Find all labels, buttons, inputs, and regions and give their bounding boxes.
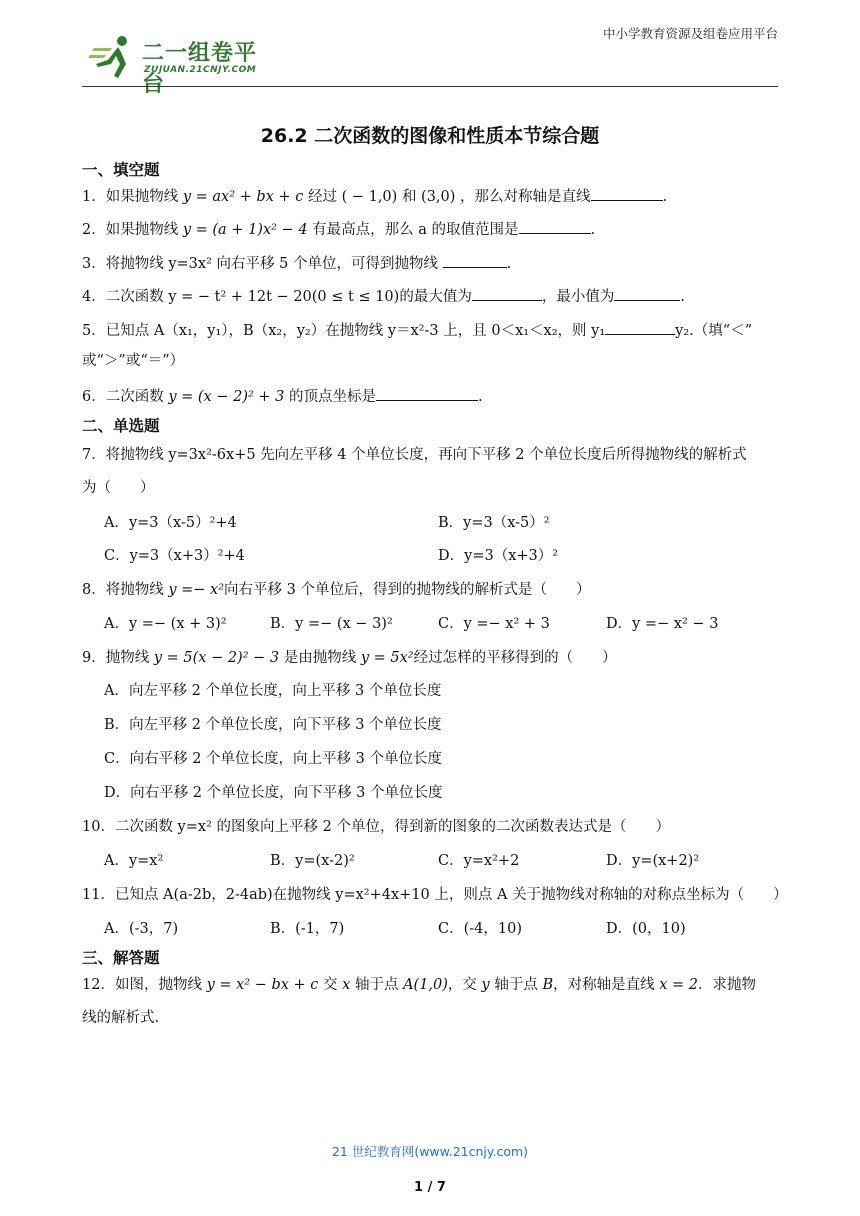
math-point: ( − 1,0) [341, 189, 398, 205]
question-3: 3．将抛物线 y=3x² 向右平移 5 个单位，可得到抛物线 . [82, 253, 778, 274]
question-number: 11． [82, 887, 115, 903]
question-7-continued: 为（ ） [82, 480, 155, 496]
footer-link[interactable]: 21 世纪教育网(www.21cnjy.com) [331, 1144, 529, 1159]
question-number: 1． [82, 189, 106, 205]
logo-text: 二一组卷平台 [142, 41, 258, 97]
q7-option-a[interactable]: A．y=3（x-5）²+4 [104, 515, 237, 531]
answer-blank[interactable] [472, 286, 542, 301]
math-expression: y = 5(x − 2)² − 3 [153, 650, 280, 666]
question-number: 6． [82, 389, 106, 405]
question-number: 7． [82, 447, 106, 463]
logo [88, 34, 278, 97]
q7-option-c[interactable]: C．y=3（x+3）²+4 [104, 548, 245, 564]
math-expression: y =− x² [168, 582, 225, 598]
math-expression: y = x² − bx + c [206, 977, 319, 993]
question-number: 5． [82, 323, 106, 339]
q10-option-c[interactable]: C．y=x²+2 [438, 853, 520, 869]
runner-logo-icon [88, 34, 140, 80]
math-expression: y = 5x² [360, 650, 414, 666]
question-12-continued: 线的解析式. [82, 1010, 160, 1026]
question-6: 6．二次函数 y = (x − 2)² + 3 的顶点坐标是 . [82, 386, 778, 407]
q7-option-b[interactable]: B．y=3（x-5）² [438, 515, 550, 531]
question-number: 4． [82, 289, 106, 305]
question-4: 4．二次函数 y = − t² + 12t − 20(0 ≤ t ≤ 10)的最大值为 ，最小值为 . [82, 286, 778, 307]
answer-blank[interactable] [376, 386, 478, 401]
section-heading-fill-blank: 一、填空题 [82, 161, 160, 179]
answer-blank[interactable] [591, 186, 663, 201]
header-platform: 中小学教育资源及组卷应用平台 [602, 26, 778, 41]
question-number: 2． [82, 222, 106, 238]
question-number: 10． [82, 819, 115, 835]
logo-subtext: ZUJUAN.21CNJY.COM [144, 65, 257, 75]
question-9: 9．抛物线 y = 5(x − 2)² − 3 是由抛物线 y = 5x²经过怎样的平移得到的（ ） [82, 650, 617, 666]
answer-blank[interactable] [443, 253, 507, 268]
q11-option-c[interactable]: C．(-4，10) [438, 921, 522, 937]
q8-option-a[interactable]: A．y =− (x + 3)² [104, 616, 227, 632]
math-expression: y = ax² + bx + c [182, 189, 304, 205]
q9-option-a[interactable]: A．向左平移 2 个单位长度，向上平移 3 个单位长度 [104, 683, 442, 699]
q11-option-a[interactable]: A．(-3，7) [104, 921, 179, 937]
question-number: 8． [82, 582, 106, 598]
header-divider [82, 86, 778, 87]
question-7: 7．将抛物线 y=3x²-6x+5 先向左平移 4 个单位长度，再向下平移 2 个单位长度后所得抛物线的解析式 [82, 447, 747, 463]
math-point: (3,0) [421, 189, 456, 205]
question-1: 1．如果抛物线 y = ax² + bx + c 经过 ( − 1,0) 和 (3,0) ，那么对称轴是直线 . [82, 186, 778, 207]
answer-blank[interactable] [605, 320, 675, 335]
q9-option-c[interactable]: C．向右平移 2 个单位长度，向上平移 3 个单位长度 [104, 751, 442, 767]
question-12: 12．如图，抛物线 y = x² − bx + c 交 x 轴于点 A(1,0)，交 y 轴于点 B，对称轴是直线 x = 2．求抛物 [82, 977, 756, 993]
section-heading-problems: 三、解答题 [82, 949, 160, 967]
q10-option-a[interactable]: A．y=x² [104, 853, 164, 869]
question-2: 2．如果抛物线 y = (a + 1)x² − 4 有最高点，那么 a 的取值范围是 . [82, 219, 778, 240]
answer-blank[interactable] [614, 286, 680, 301]
question-number: 9． [82, 650, 106, 666]
page-number: 1 / 7 [414, 1180, 446, 1195]
question-5-continued: 或“＞”或“＝”） [82, 353, 185, 369]
q9-option-d[interactable]: D．向右平移 2 个单位长度，向下平移 3 个单位长度 [104, 785, 443, 801]
question-11: 11．已知点 A(a-2b，2-4ab)在抛物线 y=x²+4x+10 上，则点 A 关于抛物线对称轴的对称点坐标为（ ） [82, 887, 788, 903]
question-8: 8．将抛物线 y =− x²向右平移 3 个单位后，得到的抛物线的解析式是（ ） [82, 582, 591, 598]
math-expression: y = (x − 2)² + 3 [168, 389, 285, 405]
q8-option-d[interactable]: D．y =− x² − 3 [606, 616, 719, 632]
q10-option-b[interactable]: B．y=(x-2)² [270, 853, 355, 869]
q11-option-b[interactable]: B．(-1，7) [270, 921, 345, 937]
q9-option-b[interactable]: B．向左平移 2 个单位长度，向下平移 3 个单位长度 [104, 717, 442, 733]
q10-option-d[interactable]: D．y=(x+2)² [606, 853, 700, 869]
q8-option-b[interactable]: B．y =− (x − 3)² [270, 616, 393, 632]
question-5: 5．已知点 A（x₁，y₁），B（x₂，y₂）在抛物线 y＝x²-3 上，且 0＜x₁＜x₂，则 y₁ y₂.（填“＜” [82, 320, 778, 341]
question-number: 3． [82, 256, 106, 272]
question-10: 10．二次函数 y=x² 的图象向上平移 2 个单位，得到新的图象的二次函数表达式是（ ） [82, 819, 670, 835]
q11-option-d[interactable]: D．(0，10) [606, 921, 686, 937]
section-heading-single-choice: 二、单选题 [82, 417, 160, 435]
math-expression: y = (a + 1)x² − 4 [182, 222, 308, 238]
answer-blank[interactable] [519, 219, 591, 234]
page-title: 26.2 二次函数的图像和性质本节综合题 [260, 125, 600, 147]
q8-option-c[interactable]: C．y =− x² + 3 [438, 616, 550, 632]
q7-option-d[interactable]: D．y=3（x+3）² [438, 548, 559, 564]
question-number: 12． [82, 977, 115, 993]
